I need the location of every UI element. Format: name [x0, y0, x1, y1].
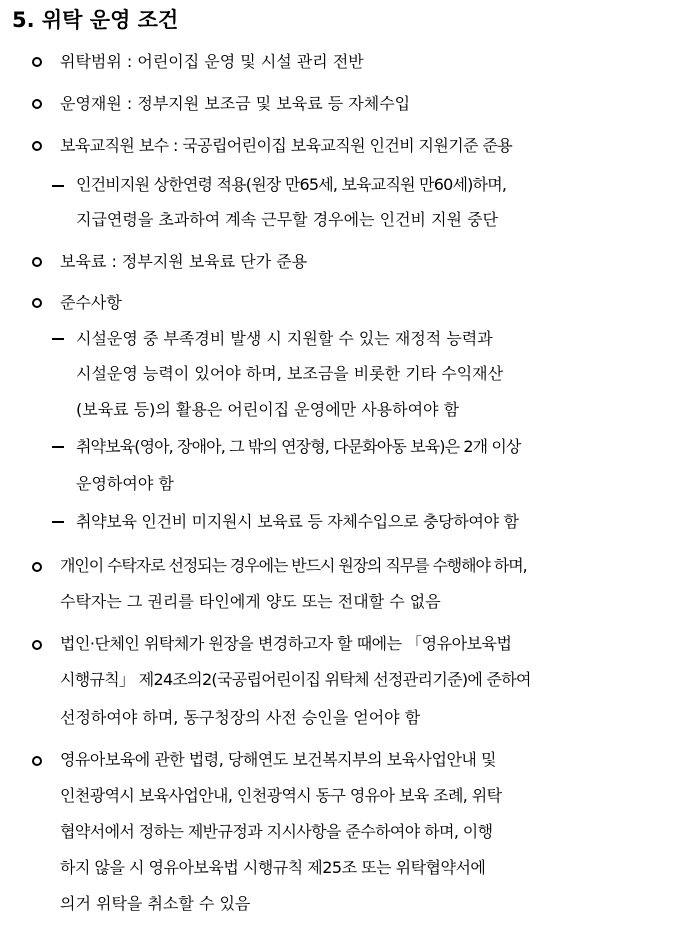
- text-line: 하지 않을 시 영유아보육법 시행규칙 제25조 또는 위탁협약서에: [60, 858, 486, 877]
- text-line: 취약보육 인건비 미지원시 보육료 등 자체수입으로 충당하여야 함: [76, 512, 519, 531]
- circle-bullet-icon: [32, 562, 42, 572]
- text-line: 보육료 : 정부지원 보육료 단가 준용: [60, 252, 308, 271]
- text-line: 영유아보육에 관한 법령, 당해연도 보건복지부의 보육사업안내 및: [60, 750, 496, 769]
- text-line: 운영재원 : 정부지원 보조금 및 보육료 등 자체수입: [60, 94, 411, 113]
- text-line: 인천광역시 보육사업안내, 인천광역시 동구 영유아 보육 조례, 위탁: [60, 786, 502, 805]
- section-heading: 5. 위탁 운영 조건: [12, 8, 179, 32]
- circle-bullet-icon: [32, 756, 42, 766]
- dash-bullet-icon: [52, 338, 64, 340]
- circle-bullet-icon: [32, 640, 42, 650]
- text-line: 수탁자는 그 권리를 타인에게 양도 또는 전대할 수 없음: [60, 592, 441, 611]
- circle-bullet-icon: [32, 298, 42, 308]
- text-line: (보육료 등)의 활용은 어린이집 운영에만 사용하여야 함: [76, 400, 460, 419]
- text-line: 운영하여야 함: [76, 474, 174, 493]
- text-line: 개인이 수탁자로 선정되는 경우에는 반드시 원장의 직무를 수행해야 하며,: [60, 556, 527, 575]
- text-line: 선정하여야 하며, 동구청장의 사전 승인을 얻어야 함: [60, 708, 421, 727]
- text-line: 위탁범위 : 어린이집 운영 및 시설 관리 전반: [60, 52, 364, 71]
- text-line: 지급연령을 초과하여 계속 근무할 경우에는 인건비 지원 중단: [76, 210, 499, 229]
- circle-bullet-icon: [32, 57, 42, 67]
- dash-bullet-icon: [52, 521, 64, 523]
- text-line: 취약보육(영아, 장애아, 그 밖의 연장형, 다문화아동 보육)은 2개 이상: [76, 437, 521, 456]
- text-line: 시설운영 능력이 있어야 하며, 보조금을 비롯한 기타 수익재산: [76, 364, 504, 383]
- text-line: 보육교직원 보수 : 국공립어린이집 보육교직원 인건비 지원기준 준용: [60, 136, 513, 155]
- text-line: 준수사항: [60, 293, 122, 312]
- text-line: 협약서에서 정하는 제반규정과 지시사항을 준수하여야 하며, 이행: [60, 822, 493, 841]
- circle-bullet-icon: [32, 141, 42, 151]
- text-line: 의거 위탁을 취소할 수 있음: [60, 894, 251, 913]
- circle-bullet-icon: [32, 99, 42, 109]
- dash-bullet-icon: [52, 185, 64, 187]
- circle-bullet-icon: [32, 257, 42, 267]
- text-line: 법인·단체인 위탁체가 원장을 변경하고자 할 때에는 「영유아보육법: [60, 634, 512, 653]
- dash-bullet-icon: [52, 446, 64, 448]
- text-line: 인건비지원 상한연령 적용(원장 만65세, 보육교직원 만60세)하며,: [76, 175, 507, 194]
- text-line: 시행규칙」 제24조의2(국공립어린이집 위탁체 선정관리기준)에 준하여: [60, 670, 531, 689]
- text-line: 시설운영 중 부족경비 발생 시 지원할 수 있는 재정적 능력과: [76, 329, 493, 348]
